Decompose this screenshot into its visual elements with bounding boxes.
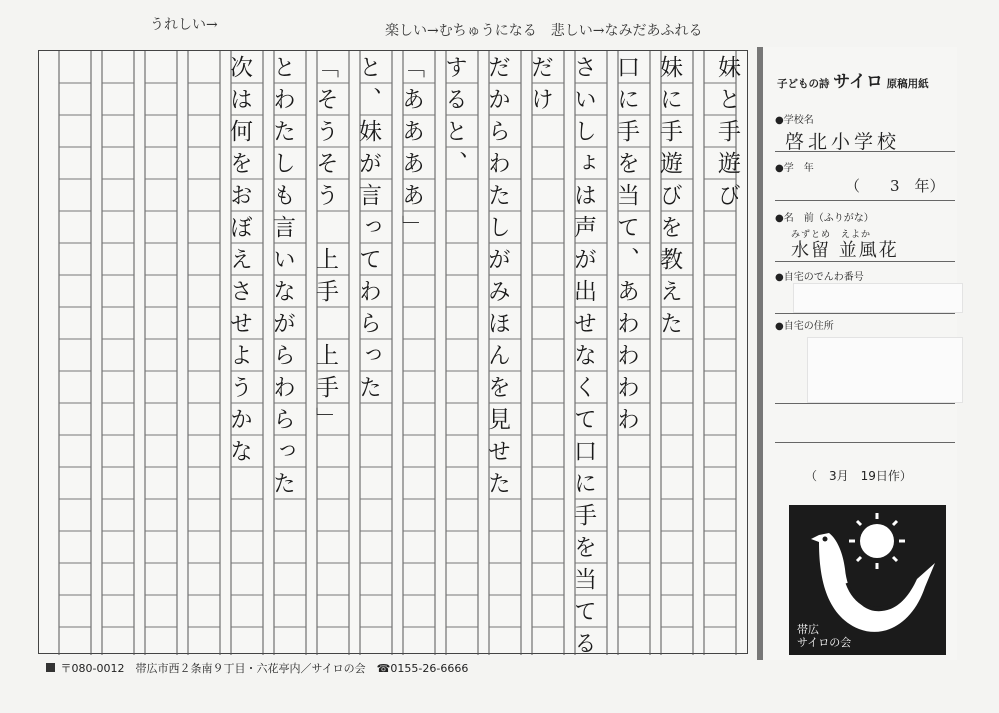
footer-text: 〒080-0012 帯広市西２条南９丁目・六花亭内／サイロの会 ☎0155-26-6666 [60, 662, 469, 675]
poem-line-10: とわたしも言いながらわらった [269, 55, 295, 503]
manuscript-grid [38, 50, 748, 663]
handwritten-note-left: うれしい→ [150, 17, 218, 33]
poem-line-7: 「ああああ」 [398, 55, 424, 247]
poem-line-4: だけ [527, 55, 553, 119]
poem-line-8: と、妹が言ってわらった [355, 55, 381, 407]
address-redaction [807, 337, 963, 403]
poem-line-11: 次は何をおぼえさせようかな [226, 55, 252, 471]
sheet-info-panel [757, 47, 957, 660]
phone-rule [775, 313, 955, 314]
poem-line-5: だからわたしがみほんを見せた [484, 55, 510, 503]
logo-org: サイロの会 [797, 636, 852, 649]
silo-logo [789, 505, 946, 655]
sheet-title [777, 67, 929, 92]
logo-text [797, 623, 851, 649]
name-furigana: みずとめ えよか [791, 230, 872, 240]
poem-line-6: すると、 [441, 55, 467, 183]
sheet-title-suffix: 原稿用紙 [886, 78, 929, 90]
grade-value: （ 3 年） [845, 177, 945, 195]
footer-address [46, 660, 468, 676]
name-value: 水留 並風花 [791, 240, 899, 261]
poem-line-2: 口に手を当て、あわわわわ [613, 55, 639, 439]
poem-line-1: 妹に手遊びを教えた [656, 55, 682, 343]
school-value: 啓北小学校 [785, 131, 901, 153]
address-rule-2 [775, 442, 955, 443]
date-written: （ 3月 19日作） [805, 469, 912, 483]
poem-line-9: 「そうそう 上手 上手」 [312, 55, 338, 439]
sheet-title-prefix: 子どもの詩 [777, 78, 830, 90]
address-label: ●自宅の住所 [775, 321, 834, 332]
name-rule [775, 261, 955, 262]
school-rule [775, 151, 955, 152]
phone-label: ●自宅のでんわ番号 [775, 272, 864, 283]
poem-line-3: さいしょは声が出せなくて口に手を当てる [570, 55, 596, 663]
handwritten-note-top: 楽しい→むちゅうになる 悲しい→なみだあふれる [385, 23, 703, 39]
grid-lines [39, 51, 749, 655]
poem-title: 妹と手遊び [714, 55, 740, 215]
school-label: ●学校名 [775, 115, 814, 126]
grade-label: ●学 年 [775, 163, 814, 174]
logo-city: 帯広 [797, 623, 819, 636]
name-label: ●名 前（ふりがな） [775, 213, 874, 224]
phone-redaction [793, 283, 963, 313]
address-rule [775, 403, 955, 404]
footer-square-icon [46, 663, 55, 672]
sheet-title-main: サイロ [833, 72, 883, 92]
grade-rule [775, 200, 955, 201]
